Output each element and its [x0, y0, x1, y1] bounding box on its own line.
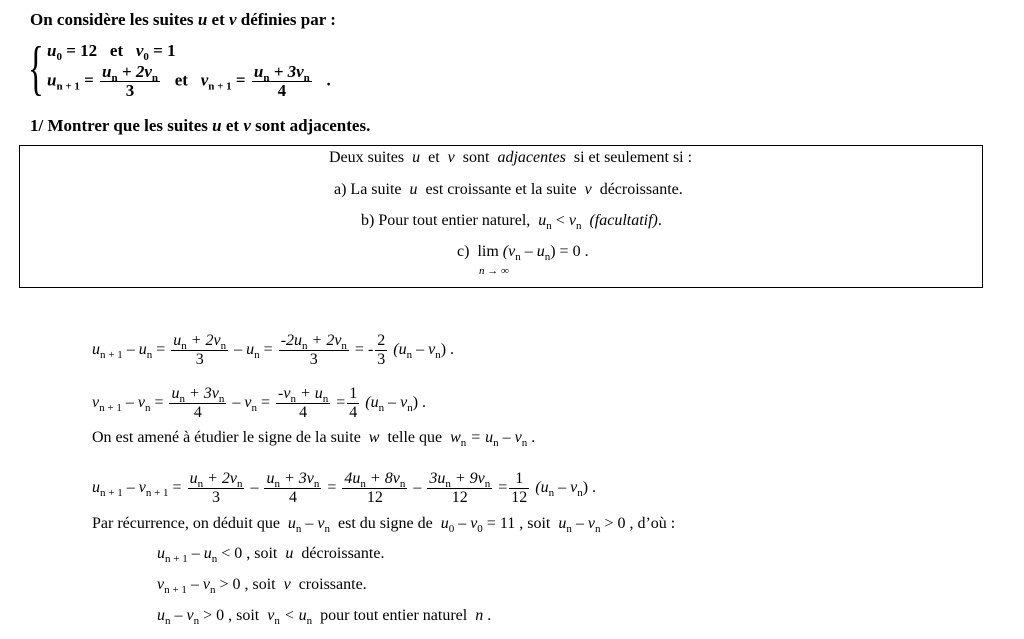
intro-line — [30, 11, 336, 28]
f: + 3v — [269, 62, 304, 81]
t: – u — [122, 341, 147, 359]
t: 3 — [309, 351, 318, 368]
t: – u — [520, 243, 545, 260]
def-line-4 — [457, 243, 589, 263]
question-suffix: sont adjacentes. — [255, 116, 371, 135]
t: + 9v — [450, 470, 485, 487]
t: . — [657, 212, 662, 229]
fraction-denominator: 3 — [125, 81, 135, 100]
def-line-2 — [334, 182, 683, 198]
f: n — [303, 72, 310, 84]
t: n — [274, 478, 280, 490]
t: = - — [350, 341, 374, 359]
t: = — [259, 341, 273, 359]
var-u: u — [538, 212, 547, 229]
t: – v — [571, 515, 595, 532]
t: u — [285, 545, 294, 562]
t: 3 — [195, 351, 204, 368]
t: n + 1 — [100, 487, 123, 500]
t: est croissante et la suite — [425, 181, 577, 198]
t: – — [246, 479, 259, 497]
system-et-1: et — [109, 41, 124, 60]
f: u — [253, 62, 264, 81]
t: – u — [187, 545, 212, 562]
t: – v — [301, 515, 325, 532]
fraction — [276, 385, 330, 422]
t: + 2v — [203, 470, 237, 487]
t: (u — [361, 394, 379, 412]
var-u: u — [412, 149, 421, 166]
var-v: v — [568, 212, 576, 229]
t: (u — [389, 341, 407, 359]
proof-line-6 — [157, 545, 385, 565]
vn1-sub: n + 1 — [208, 80, 232, 93]
t: u — [92, 479, 100, 497]
t: 12 — [451, 489, 468, 506]
t: -v — [278, 385, 291, 402]
t: n — [435, 349, 441, 362]
un1-sub: n + 1 — [56, 80, 80, 93]
sub-n: n — [575, 220, 582, 232]
var-u: u — [212, 116, 222, 135]
v0-sub: 0 — [143, 51, 149, 63]
t: 4 — [193, 404, 202, 421]
fraction — [188, 470, 245, 507]
t: décroissante. — [301, 545, 385, 562]
vn1: v — [200, 70, 209, 90]
t: – v — [412, 341, 436, 359]
limit-subscript: n → ∞ — [479, 265, 509, 277]
t: (v — [502, 243, 516, 260]
t: 3u — [429, 470, 446, 487]
t: < u — [279, 607, 307, 624]
t: est du signe de — [338, 515, 433, 532]
t: n — [274, 615, 280, 627]
t: 4 — [299, 404, 308, 421]
t: n + 1 — [165, 553, 188, 565]
t: b) Pour tout entier naturel, — [361, 212, 531, 229]
f: n — [111, 72, 118, 84]
var-v: v — [584, 181, 592, 198]
u0: u — [47, 41, 57, 60]
t: n — [360, 478, 366, 490]
fraction — [264, 470, 321, 507]
t: + 2v — [186, 332, 221, 349]
t: – v — [186, 576, 210, 593]
v0-value: = 1 — [148, 41, 176, 60]
t: croissante. — [298, 576, 367, 593]
t: – v — [228, 394, 252, 412]
fraction — [279, 332, 349, 369]
var-v: v — [229, 10, 237, 29]
t: = 11 , soit — [482, 515, 551, 532]
t: décroissante. — [599, 181, 683, 198]
var-u: u — [197, 10, 208, 29]
sub-n: n — [546, 220, 552, 232]
t: n — [193, 615, 200, 627]
t: + 3v — [184, 385, 219, 402]
t: pour tout entier naturel — [320, 607, 468, 624]
t: n — [566, 523, 572, 535]
t: Deux suites — [329, 149, 405, 166]
t: 3 — [212, 489, 221, 506]
eq: = — [79, 70, 94, 90]
t: ) . — [440, 341, 455, 359]
t: v — [283, 576, 291, 593]
t: n — [146, 349, 153, 362]
proof-line-7 — [157, 576, 367, 596]
question-1 — [30, 117, 370, 134]
t: n — [407, 402, 413, 415]
adjacentes-word: adjacentes — [497, 149, 566, 166]
t: – v — [498, 429, 522, 446]
t: u — [266, 470, 275, 487]
t: n — [548, 487, 555, 500]
system-line-2 — [47, 63, 331, 100]
def-line-3 — [361, 212, 662, 232]
t: n — [521, 437, 528, 449]
t: n — [181, 340, 187, 352]
t: n + 1 — [164, 584, 187, 596]
t: u — [558, 515, 567, 532]
sub-n: n — [515, 251, 521, 263]
t: 12 — [511, 489, 528, 506]
t: – v — [554, 479, 578, 497]
t: ) . — [412, 394, 427, 412]
t: n + 1 — [145, 487, 169, 500]
t: = u — [466, 429, 494, 446]
t: n — [577, 487, 583, 500]
t: si et seulement si : — [573, 149, 693, 166]
f: n — [263, 72, 270, 84]
t: n — [211, 553, 218, 565]
sub-n: n — [544, 251, 551, 263]
t: + u — [295, 385, 323, 402]
t: telle que — [387, 429, 443, 446]
t: et — [428, 149, 440, 166]
question-label: 1/ Montrer que les suites — [30, 116, 208, 135]
f: n — [151, 72, 158, 84]
t: n + 1 — [100, 349, 123, 362]
t: > 0 , soit — [199, 607, 260, 624]
t: = — [494, 479, 508, 497]
t: 4 — [349, 404, 358, 421]
t: n — [179, 393, 185, 405]
fraction-v — [252, 63, 312, 100]
t: n — [341, 340, 347, 352]
u0-sub: 0 — [56, 51, 62, 63]
t: -2u — [280, 332, 303, 349]
t: n — [220, 340, 227, 352]
v0: v — [135, 41, 144, 60]
t: (u — [531, 479, 549, 497]
t: – v — [170, 607, 194, 624]
t: n — [594, 523, 601, 535]
t: n — [165, 615, 171, 627]
t: = — [152, 341, 166, 359]
t: u — [157, 607, 165, 624]
t: u — [173, 332, 182, 349]
t: + 2v — [307, 332, 342, 349]
t: ) . — [582, 479, 597, 497]
question-et: et — [225, 116, 240, 135]
t: u — [440, 515, 449, 532]
t: – v — [121, 394, 145, 412]
t: sont — [462, 149, 490, 166]
t: v — [267, 607, 275, 624]
intro-suffix: définies par : — [240, 10, 336, 29]
fraction: $\frac{1}{4}$ — [349, 385, 358, 421]
fraction — [171, 332, 228, 369]
intro-text: On considère les suites — [30, 10, 194, 29]
f: u — [102, 62, 112, 81]
t: u — [189, 470, 198, 487]
t: > 0 , d’où : — [600, 515, 676, 532]
t: c) — [457, 243, 470, 260]
t: n — [399, 478, 406, 490]
proof-line-5 — [92, 515, 676, 535]
fraction: $\frac{2}{3}$ — [377, 332, 386, 368]
def-line-1 — [329, 150, 692, 166]
t: > 0 , soit — [215, 576, 276, 593]
t: – — [409, 479, 422, 497]
t: n — [493, 437, 499, 449]
fraction — [427, 470, 492, 507]
t: n — [236, 478, 243, 490]
t: n — [406, 349, 413, 362]
t: = — [168, 479, 182, 497]
t: 3 — [377, 351, 386, 368]
t: n — [445, 478, 451, 490]
proof-line-4 — [92, 470, 596, 507]
t: On est amené à étudier le signe de la suite — [92, 429, 361, 446]
t: n — [302, 340, 308, 352]
end-dot: . — [326, 70, 331, 90]
fraction — [342, 470, 407, 507]
t: n — [251, 402, 257, 415]
t: = — [256, 394, 271, 412]
proof-line-8 — [157, 607, 492, 627]
t: 4u — [344, 470, 361, 487]
t: – v — [454, 515, 478, 532]
f: + 2v — [117, 62, 152, 81]
proof-line-3 — [92, 429, 536, 449]
t: < — [551, 212, 569, 229]
t: a) La suite — [334, 181, 402, 198]
eq: = — [231, 70, 246, 90]
t: < 0 , soit — [217, 545, 278, 562]
proof-line-2 — [92, 385, 426, 422]
fraction: $\frac{1}{12}$ — [511, 470, 528, 506]
left-brace: { — [28, 35, 44, 101]
t: n — [484, 478, 491, 490]
system-et-2: et — [174, 70, 188, 90]
t: – u — [230, 341, 255, 359]
t: + 8v — [365, 470, 400, 487]
t: + 3v — [279, 470, 314, 487]
t: = — [150, 394, 164, 412]
system-line-1 — [47, 41, 176, 63]
t: 4 — [288, 489, 297, 506]
lim: lim — [477, 243, 499, 260]
t: – v — [122, 479, 146, 497]
var-u: u — [409, 181, 418, 198]
t: . — [527, 429, 536, 446]
t: u — [157, 545, 165, 562]
proof-line-1 — [92, 332, 454, 369]
t: – v — [384, 394, 408, 412]
t: u — [171, 385, 180, 402]
var-v: v — [447, 149, 455, 166]
t: v — [92, 394, 100, 412]
t: n — [254, 349, 260, 362]
t: Par récurrence, on déduit que — [92, 515, 280, 532]
fraction-u — [100, 63, 160, 100]
t: 0 — [448, 523, 455, 535]
t: n — [197, 478, 204, 490]
t: u — [92, 341, 100, 359]
t: n — [460, 437, 467, 449]
t: n — [295, 523, 302, 535]
t: n — [218, 393, 225, 405]
t: w — [450, 429, 461, 446]
t: . — [487, 607, 492, 624]
t: n — [322, 393, 329, 405]
t: = — [323, 479, 337, 497]
t: n + 1 — [99, 402, 122, 415]
t: n — [475, 607, 484, 624]
t: ) = 0 . — [550, 243, 589, 260]
t: n — [306, 615, 313, 627]
u0-value: = 12 — [61, 41, 98, 60]
t: v — [157, 576, 165, 593]
t: n — [290, 393, 296, 405]
un1: u — [47, 70, 57, 90]
t: n — [144, 402, 151, 415]
t: n — [209, 584, 216, 596]
t: u — [287, 515, 296, 532]
t: 12 — [366, 489, 383, 506]
fraction-denominator: 4 — [277, 81, 287, 100]
facultatif: (facultatif) — [589, 212, 658, 229]
t: 0 — [477, 523, 483, 535]
var-w: w — [368, 429, 380, 446]
var-v: v — [243, 116, 251, 135]
t: n — [378, 402, 385, 415]
t: n — [313, 478, 320, 490]
t: n — [324, 523, 331, 535]
fraction — [169, 385, 226, 422]
t: = — [332, 394, 346, 412]
intro-et: et — [211, 10, 225, 29]
